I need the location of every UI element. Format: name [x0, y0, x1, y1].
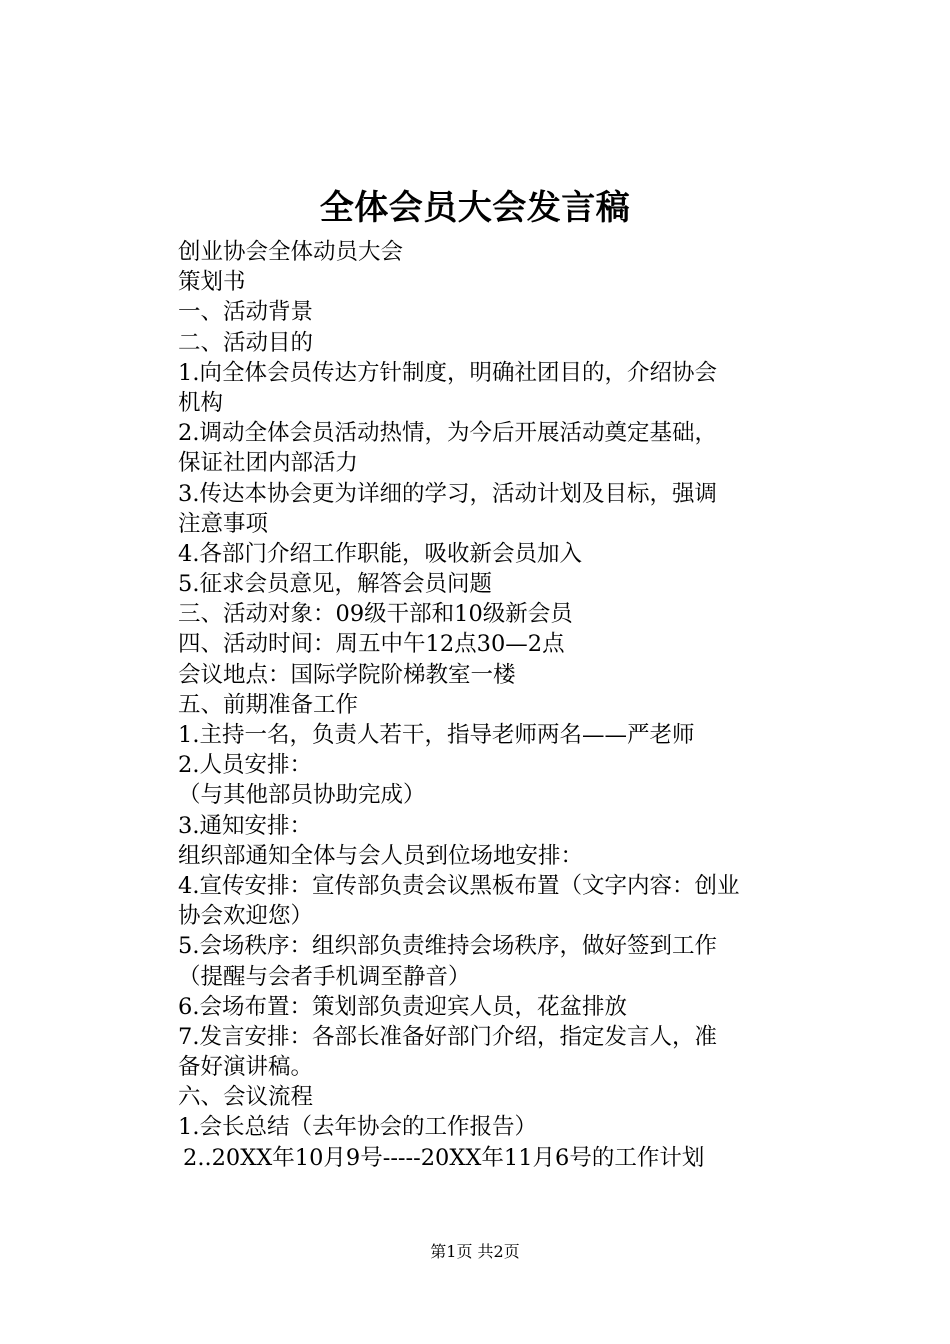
text-line: （与其他部员协助完成） [178, 782, 426, 809]
text-line: 4.各部门介绍工作职能，吸收新会员加入 [178, 540, 582, 567]
text-line: 2.人员安排： [178, 752, 312, 779]
text-line: 协会欢迎您） [178, 903, 314, 930]
text-line: 保证社团内部活力 [178, 450, 359, 477]
document-body [178, 237, 838, 1173]
text-line: 5.会场秩序：组织部负责维持会场秩序，做好签到工作 [178, 933, 717, 960]
text-line: 三、活动对象：09级干部和10级新会员 [178, 601, 573, 628]
text-line: 1.向全体会员传达方针制度，明确社团目的，介绍协会 [178, 359, 717, 386]
document-title: 全体会员大会发言稿 [319, 188, 631, 228]
text-line: 1.主持一名，负责人若干，指导老师两名——严老师 [178, 722, 695, 748]
text-line: 二、活动目的 [178, 329, 314, 356]
text-line: 7.发言安排：各部长准备好部门介绍，指定发言人，准 [178, 1023, 717, 1050]
text-line: （提醒与会者手机调至静音） [178, 963, 471, 990]
text-line: 2.调动全体会员活动热情，为今后开展活动奠定基础， [178, 420, 717, 447]
text-line: 机构 [178, 389, 224, 416]
text-line: 会议地点：国际学院阶梯教室一楼 [178, 661, 516, 688]
text-line: 一、活动背景 [178, 299, 314, 326]
text-line: 4.宣传安排：宣传部负责会议黑板布置（文字内容：创业 [178, 872, 740, 899]
text-line: 5.征求会员意见，解答会员问题 [178, 571, 492, 598]
text-line: 组织部通知全体与会人员到位场地安排： [178, 842, 584, 869]
text-line: 备好演讲稿。 [178, 1054, 314, 1081]
text-line: 五、前期准备工作 [178, 691, 359, 718]
text-line: 创业协会全体动员大会 [178, 239, 404, 265]
text-line: 四、活动时间：周五中午12点30—2点 [178, 631, 565, 658]
text-line: 6.会场布置：策划部负责迎宾人员，花盆排放 [178, 993, 627, 1020]
text-line: 3.传达本协会更为详细的学习，活动计划及目标，强调 [178, 480, 717, 507]
text-line: 2..20XX年10月9号-----20XX年11月6号的工作计划 [183, 1144, 705, 1171]
text-line: 六、会议流程 [178, 1084, 314, 1111]
text-line: 注意事项 [178, 510, 269, 537]
page-footer: 第1页 共2页 [430, 1242, 520, 1261]
text-line: 3.通知安排： [178, 812, 312, 839]
text-line: 1.会长总结（去年协会的工作报告） [178, 1114, 537, 1141]
text-line: 策划书 [178, 269, 246, 296]
